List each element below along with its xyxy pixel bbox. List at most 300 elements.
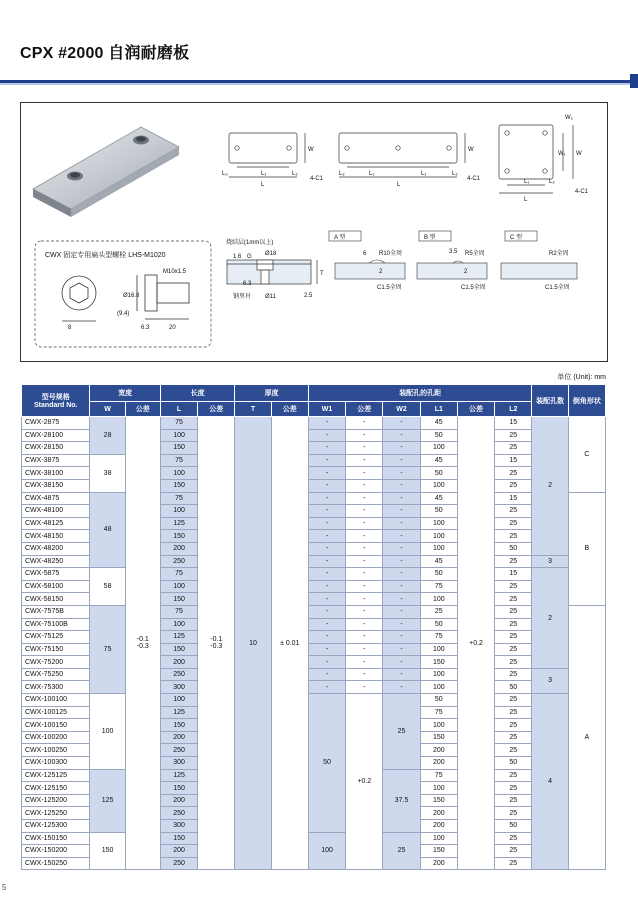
dim-label: G xyxy=(247,254,252,260)
svg-text:A 型: A 型 xyxy=(334,235,346,241)
l1-cell: 100 xyxy=(420,542,457,555)
dim-label: L₁ xyxy=(369,171,375,177)
header-model: 型号规格 Standard No. xyxy=(22,385,90,417)
dim-label: W xyxy=(308,147,314,153)
dim-label: W xyxy=(468,147,474,153)
length-cell: 125 xyxy=(160,769,197,782)
w1-tol-cell: - xyxy=(346,442,383,455)
w1-tol-cell: - xyxy=(346,605,383,618)
l2-cell: 25 xyxy=(495,832,532,845)
l1-cell: 100 xyxy=(420,668,457,681)
length-cell: 150 xyxy=(160,832,197,845)
thickness-cell: 10 xyxy=(235,417,271,870)
length-cell: 250 xyxy=(160,857,197,870)
length-cell: 75 xyxy=(160,417,197,430)
length-cell: 200 xyxy=(160,731,197,744)
l1-cell: 100 xyxy=(420,442,457,455)
svg-text:2: 2 xyxy=(464,269,468,275)
w2-cell: - xyxy=(383,605,420,618)
l1-cell: 100 xyxy=(420,832,457,845)
w1-tol-cell: - xyxy=(346,668,383,681)
dim-label: L xyxy=(524,197,528,203)
w1-tol-cell: - xyxy=(346,479,383,492)
l2-cell: 25 xyxy=(495,782,532,795)
dim-label: L₂ xyxy=(222,171,228,177)
w1-cell: - xyxy=(308,442,345,455)
svg-text:3.5: 3.5 xyxy=(449,249,458,255)
length-cell: 75 xyxy=(160,454,197,467)
w1-tol-cell: - xyxy=(346,656,383,669)
width-cell: 58 xyxy=(90,568,125,606)
hole-count-cell: 2 xyxy=(532,417,568,556)
plate-3d-image xyxy=(33,127,179,217)
l1-cell: 200 xyxy=(420,820,457,833)
header-hole-count: 装配孔数 xyxy=(532,385,568,417)
l1-cell: 45 xyxy=(420,454,457,467)
w1-cell: - xyxy=(308,580,345,593)
length-cell: 200 xyxy=(160,794,197,807)
chamfer-cell: C xyxy=(568,417,605,493)
header-tol: 公差 xyxy=(198,402,235,417)
length-cell: 300 xyxy=(160,820,197,833)
l2-cell: 25 xyxy=(495,731,532,744)
length-cell: 100 xyxy=(160,467,197,480)
svg-text:C1.5全周: C1.5全周 xyxy=(377,285,402,291)
w1-cell: - xyxy=(308,555,345,568)
length-tol-cell: -0.1 -0.3 xyxy=(198,417,235,870)
l1-cell: 100 xyxy=(420,517,457,530)
model-cell: CWX-38100 xyxy=(22,467,90,480)
l2-cell: 25 xyxy=(495,467,532,480)
l2-cell: 25 xyxy=(495,706,532,719)
model-cell: CWX-48150 xyxy=(22,530,90,543)
l1-cell: 150 xyxy=(420,794,457,807)
l1-cell: 150 xyxy=(420,845,457,858)
w1-tol-cell: +0.2 xyxy=(346,694,383,870)
l1-cell: 75 xyxy=(420,706,457,719)
svg-text:C 型: C 型 xyxy=(510,235,523,241)
model-cell: CWX-2875 xyxy=(22,417,90,430)
width-cell: 48 xyxy=(90,492,125,568)
dim-label: T xyxy=(320,271,324,277)
model-cell: CWX-28150 xyxy=(22,442,90,455)
dim-label: M10x1.5 xyxy=(163,269,187,275)
table-row xyxy=(22,454,606,467)
model-cell: CWX-4875 xyxy=(22,492,90,505)
w1-tol-cell: - xyxy=(346,593,383,606)
l2-cell: 50 xyxy=(495,757,532,770)
length-cell: 150 xyxy=(160,782,197,795)
l1-cell: 45 xyxy=(420,555,457,568)
l2-cell: 25 xyxy=(495,694,532,707)
l2-cell: 25 xyxy=(495,656,532,669)
width-cell: 100 xyxy=(90,694,125,770)
model-cell: CWX-100150 xyxy=(22,719,90,732)
w2-cell: - xyxy=(383,442,420,455)
chamfer-cell: A xyxy=(568,605,605,869)
dim-label: L₂ xyxy=(549,179,555,185)
w1-cell: 50 xyxy=(308,694,345,833)
w1-cell: - xyxy=(308,467,345,480)
model-cell: CWX-125300 xyxy=(22,820,90,833)
model-cell: CWX-3875 xyxy=(22,454,90,467)
l1-cell: 75 xyxy=(420,769,457,782)
length-cell: 75 xyxy=(160,568,197,581)
model-cell: CWX-100200 xyxy=(22,731,90,744)
svg-text:B 型: B 型 xyxy=(424,235,436,241)
w2-cell: - xyxy=(383,656,420,669)
w2-cell: - xyxy=(383,568,420,581)
svg-text:C1.5全周: C1.5全周 xyxy=(461,285,486,291)
length-cell: 300 xyxy=(160,757,197,770)
w2-cell: - xyxy=(383,505,420,518)
dim-label: L₁ xyxy=(524,179,530,185)
svg-text:C1.5全周: C1.5全周 xyxy=(545,285,570,291)
dim-label: W xyxy=(576,151,582,157)
w1-cell: - xyxy=(308,517,345,530)
w1-cell: - xyxy=(308,492,345,505)
model-cell: CWX-100100 xyxy=(22,694,90,707)
length-cell: 125 xyxy=(160,706,197,719)
model-cell: CWX-7575B xyxy=(22,605,90,618)
svg-text:R2全周: R2全周 xyxy=(549,251,569,257)
l1-tol-cell: +0.2 xyxy=(457,417,494,870)
l2-cell: 50 xyxy=(495,820,532,833)
w2-cell: - xyxy=(383,492,420,505)
w1-tol-cell: - xyxy=(346,555,383,568)
w2-cell: - xyxy=(383,668,420,681)
l2-cell: 25 xyxy=(495,857,532,870)
l2-cell: 25 xyxy=(495,555,532,568)
model-cell: CWX-100250 xyxy=(22,744,90,757)
hole-count-cell: 2 xyxy=(532,568,568,669)
header-holes: 装配孔的孔距 xyxy=(308,385,532,402)
figure-box xyxy=(20,102,608,362)
svg-text:2: 2 xyxy=(379,269,383,275)
w1-tol-cell: - xyxy=(346,530,383,543)
model-cell: CWX-125250 xyxy=(22,807,90,820)
dim-label: W₂ xyxy=(565,115,573,121)
w1-tol-cell: - xyxy=(346,568,383,581)
dim-label: L₂ xyxy=(339,171,345,177)
length-cell: 150 xyxy=(160,643,197,656)
w1-tol-cell: - xyxy=(346,542,383,555)
model-cell: CWX-75100B xyxy=(22,618,90,631)
l2-cell: 25 xyxy=(495,505,532,518)
l1-cell: 150 xyxy=(420,731,457,744)
table-row xyxy=(22,417,606,430)
w1-cell: - xyxy=(308,618,345,631)
dim-label: 1.6 xyxy=(233,254,242,260)
l2-cell: 25 xyxy=(495,429,532,442)
header-W: W xyxy=(90,402,125,417)
w2-cell: 25 xyxy=(383,832,420,870)
l2-cell: 25 xyxy=(495,719,532,732)
model-cell: CWX-48250 xyxy=(22,555,90,568)
svg-text:R10全周: R10全周 xyxy=(379,251,403,257)
header-L1: L1 xyxy=(420,402,457,417)
model-cell: CWX-125125 xyxy=(22,769,90,782)
dim-label: L xyxy=(397,182,401,188)
l1-cell: 50 xyxy=(420,505,457,518)
length-cell: 150 xyxy=(160,530,197,543)
length-cell: 150 xyxy=(160,593,197,606)
dim-label: 6.3 xyxy=(141,325,150,331)
w2-cell: - xyxy=(383,631,420,644)
header-W1: W1 xyxy=(308,402,345,417)
model-cell: CWX-28100 xyxy=(22,429,90,442)
l1-cell: 100 xyxy=(420,530,457,543)
header-L2: L2 xyxy=(495,402,532,417)
w1-tol-cell: - xyxy=(346,505,383,518)
header-length: 长度 xyxy=(160,385,235,402)
dim-label: L₁ xyxy=(261,171,267,177)
model-cell: CWX-125200 xyxy=(22,794,90,807)
w1-tol-cell: - xyxy=(346,454,383,467)
header-tol: 公差 xyxy=(125,402,160,417)
length-cell: 150 xyxy=(160,719,197,732)
plate-drawing-4hole-wide xyxy=(499,125,573,193)
l1-cell: 75 xyxy=(420,631,457,644)
w1-tol-cell: - xyxy=(346,681,383,694)
w1-cell: - xyxy=(308,656,345,669)
model-cell: CWX-48100 xyxy=(22,505,90,518)
spec-table xyxy=(21,384,606,870)
l1-cell: 100 xyxy=(420,643,457,656)
hole-count-cell: 3 xyxy=(532,668,568,693)
length-cell: 75 xyxy=(160,492,197,505)
w2-cell: - xyxy=(383,467,420,480)
length-cell: 200 xyxy=(160,845,197,858)
l2-cell: 25 xyxy=(495,605,532,618)
dim-label: Ø18 xyxy=(265,251,277,257)
l2-cell: 15 xyxy=(495,492,532,505)
l1-cell: 45 xyxy=(420,417,457,430)
bolt-label: CWX 固定专用扁头型螺栓 LHS-M1020 xyxy=(45,252,166,259)
l1-cell: 150 xyxy=(420,656,457,669)
svg-text:6: 6 xyxy=(363,251,367,257)
dim-label: Ø11 xyxy=(265,294,276,300)
l2-cell: 50 xyxy=(495,542,532,555)
w1-tol-cell: - xyxy=(346,618,383,631)
length-cell: 125 xyxy=(160,631,197,644)
page-number: 5 xyxy=(2,883,7,892)
length-cell: 250 xyxy=(160,744,197,757)
w2-cell: - xyxy=(383,593,420,606)
l2-cell: 25 xyxy=(495,643,532,656)
section-drawing xyxy=(227,260,317,284)
model-cell: CWX-75150 xyxy=(22,643,90,656)
length-cell: 125 xyxy=(160,517,197,530)
edge-type-b xyxy=(417,231,487,291)
dim-label: 4-C1 xyxy=(467,176,481,182)
l1-cell: 25 xyxy=(420,605,457,618)
thickness-tol-cell: ± 0.01 xyxy=(271,417,308,870)
length-cell: 100 xyxy=(160,618,197,631)
w2-cell: - xyxy=(383,530,420,543)
l2-cell: 25 xyxy=(495,769,532,782)
dim-label: 4-C1 xyxy=(575,189,589,195)
l1-cell: 50 xyxy=(420,429,457,442)
model-cell: CWX-75125 xyxy=(22,631,90,644)
dim-label: L₂ xyxy=(452,171,458,177)
w1-tol-cell: - xyxy=(346,417,383,430)
length-cell: 75 xyxy=(160,605,197,618)
w1-cell: - xyxy=(308,429,345,442)
unit-note: 单位 (Unit): mm xyxy=(557,374,606,381)
length-cell: 250 xyxy=(160,668,197,681)
length-cell: 100 xyxy=(160,694,197,707)
w2-cell: - xyxy=(383,542,420,555)
l2-cell: 25 xyxy=(495,807,532,820)
model-cell: CWX-75300 xyxy=(22,681,90,694)
dim-label: L₂ xyxy=(292,171,298,177)
width-cell: 150 xyxy=(90,832,125,870)
model-cell: CWX-58150 xyxy=(22,593,90,606)
w2-cell: - xyxy=(383,618,420,631)
svg-text:R5全周: R5全周 xyxy=(465,251,485,257)
header-L: L xyxy=(160,402,197,417)
length-cell: 200 xyxy=(160,542,197,555)
model-cell: CWX-58100 xyxy=(22,580,90,593)
l2-cell: 15 xyxy=(495,417,532,430)
dim-label: (9.4) xyxy=(117,311,130,317)
dim-label: 6.3 xyxy=(243,281,252,287)
dim-label: 烧结层(1mm以上) xyxy=(226,240,274,246)
length-cell: 300 xyxy=(160,681,197,694)
l2-cell: 50 xyxy=(495,681,532,694)
l2-cell: 15 xyxy=(495,568,532,581)
header-tol: 公差 xyxy=(271,402,308,417)
dim-label: Ø16.8 xyxy=(123,293,140,299)
l1-cell: 100 xyxy=(420,719,457,732)
w1-cell: - xyxy=(308,668,345,681)
header-width: 宽度 xyxy=(90,385,160,402)
table-row xyxy=(22,492,606,505)
length-cell: 100 xyxy=(160,429,197,442)
w2-cell: - xyxy=(383,454,420,467)
w1-cell: - xyxy=(308,417,345,430)
l2-cell: 25 xyxy=(495,668,532,681)
w2-cell: - xyxy=(383,643,420,656)
l1-cell: 100 xyxy=(420,593,457,606)
table-row xyxy=(22,832,606,845)
l2-cell: 25 xyxy=(495,744,532,757)
w1-tol-cell: - xyxy=(346,643,383,656)
edge-type-a xyxy=(329,231,405,291)
w1-cell: - xyxy=(308,593,345,606)
l1-cell: 200 xyxy=(420,807,457,820)
w2-cell: - xyxy=(383,681,420,694)
l2-cell: 25 xyxy=(495,517,532,530)
l2-cell: 25 xyxy=(495,631,532,644)
model-cell: CWX-38150 xyxy=(22,479,90,492)
w1-cell: - xyxy=(308,568,345,581)
hole-count-cell: 3 xyxy=(532,555,568,568)
w1-cell: - xyxy=(308,605,345,618)
header-tol: 公差 xyxy=(346,402,383,417)
w2-cell: - xyxy=(383,580,420,593)
l2-cell: 25 xyxy=(495,794,532,807)
hole-count-cell: 4 xyxy=(532,694,568,870)
w2-cell: - xyxy=(383,417,420,430)
width-cell: 38 xyxy=(90,454,125,492)
model-cell: CWX-150250 xyxy=(22,857,90,870)
l1-cell: 45 xyxy=(420,492,457,505)
l1-cell: 50 xyxy=(420,568,457,581)
table-row xyxy=(22,605,606,618)
l2-cell: 25 xyxy=(495,845,532,858)
l1-cell: 50 xyxy=(420,618,457,631)
w1-tol-cell: - xyxy=(346,631,383,644)
dim-label: 2.5 xyxy=(304,293,313,299)
model-cell: CWX-48200 xyxy=(22,542,90,555)
title-rule-light xyxy=(0,83,638,85)
w1-cell: - xyxy=(308,681,345,694)
length-cell: 250 xyxy=(160,807,197,820)
w2-cell: 37.5 xyxy=(383,769,420,832)
w1-cell: 100 xyxy=(308,832,345,870)
length-cell: 100 xyxy=(160,505,197,518)
figure-drawings xyxy=(21,103,607,361)
dim-label: L₁ xyxy=(421,171,427,177)
model-cell: CWX-125150 xyxy=(22,782,90,795)
l2-cell: 25 xyxy=(495,479,532,492)
dim-label: 4-C1 xyxy=(310,176,324,182)
l2-cell: 25 xyxy=(495,580,532,593)
width-tol-cell: -0.1 -0.3 xyxy=(125,417,160,870)
plate-drawing-4hole-long xyxy=(339,133,465,177)
l1-cell: 100 xyxy=(420,479,457,492)
w1-cell: - xyxy=(308,643,345,656)
bolt-side-view xyxy=(137,275,189,319)
dim-label: 8 xyxy=(68,325,72,331)
width-cell: 125 xyxy=(90,769,125,832)
w1-tol-cell: - xyxy=(346,580,383,593)
w1-tol-cell: - xyxy=(346,429,383,442)
w1-tol-cell: - xyxy=(346,517,383,530)
l1-cell: 100 xyxy=(420,681,457,694)
l2-cell: 15 xyxy=(495,454,532,467)
w1-cell: - xyxy=(308,505,345,518)
l1-cell: 75 xyxy=(420,580,457,593)
header-W2: W2 xyxy=(383,402,420,417)
w1-cell: - xyxy=(308,530,345,543)
w2-cell: - xyxy=(383,429,420,442)
header-T: T xyxy=(235,402,271,417)
w2-cell: - xyxy=(383,479,420,492)
dim-label: 20 xyxy=(169,325,176,331)
l1-cell: 50 xyxy=(420,467,457,480)
model-cell: CWX-100300 xyxy=(22,757,90,770)
model-cell: CWX-75200 xyxy=(22,656,90,669)
bolt-head-view xyxy=(62,276,96,321)
model-cell: CWX-150200 xyxy=(22,845,90,858)
length-cell: 250 xyxy=(160,555,197,568)
header-chamfer: 倒角形状 xyxy=(568,385,605,417)
w1-cell: - xyxy=(308,542,345,555)
w1-tol-cell: - xyxy=(346,467,383,480)
model-cell: CWX-5875 xyxy=(22,568,90,581)
w2-cell: - xyxy=(383,555,420,568)
l1-cell: 100 xyxy=(420,782,457,795)
side-tab xyxy=(630,74,638,88)
l2-cell: 25 xyxy=(495,593,532,606)
w2-cell: 25 xyxy=(383,694,420,770)
model-cell: CWX-100125 xyxy=(22,706,90,719)
model-cell: CWX-75250 xyxy=(22,668,90,681)
w2-cell: - xyxy=(383,517,420,530)
